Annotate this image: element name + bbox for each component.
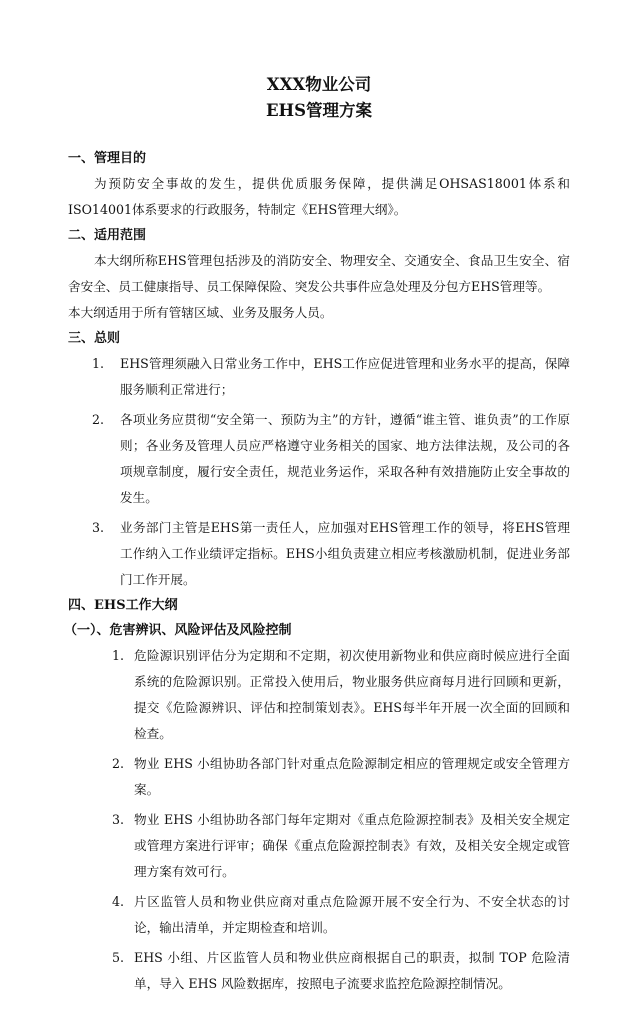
general-principles-list bbox=[68, 351, 570, 593]
list-item bbox=[68, 407, 570, 511]
section-heading: 四、EHS工作大纲 bbox=[68, 598, 178, 613]
section-heading: 一、管理目的 bbox=[68, 151, 147, 166]
list-number: 1. bbox=[112, 648, 125, 663]
list-text: EHS管理须融入日常业务工作中，EHS工作应促进管理和业务水平的提高，保障服务顺利正常进行； bbox=[120, 356, 570, 397]
list-item bbox=[68, 945, 570, 997]
list-number: 5. bbox=[112, 950, 125, 965]
list-text: EHS 小组、片区监管人员和物业供应商根据自己的职责，拟制 TOP 危险清单，导入 EHS 风险数据库，按照电子流要求监控危险源控制情况。 bbox=[134, 950, 570, 991]
list-item bbox=[68, 807, 570, 885]
hazard-control-list bbox=[68, 643, 570, 997]
list-item bbox=[68, 889, 570, 941]
paragraph: 本大纲适用于所有管辖区域、业务及服务人员。 bbox=[68, 305, 333, 320]
list-item bbox=[68, 751, 570, 803]
list-number: 2. bbox=[112, 756, 125, 771]
list-text: 物业 EHS 小组协助各部门每年定期对《重点危险源控制表》及相关安全规定或管理方案进行评审；确保《重点危险源控制表》有效，及相关安全规定或管理方案有效可行。 bbox=[134, 812, 570, 879]
paragraph: 本大纲所称EHS管理包括涉及的消防安全、物理安全、交通安全、食品卫生安全、宿舍安全、员工健康指导、员工保障保险、突发公共事件应急处理及分包方EHS管理等。 bbox=[68, 253, 570, 294]
list-text: 片区监管人员和物业供应商对重点危险源开展不安全行为、不安全状态的讨论，输出清单，并定期检查和培训。 bbox=[134, 894, 570, 935]
list-text: 业务部门主管是EHS第一责任人，应加强对EHS管理工作的领导，将EHS管理工作纳入工作业绩评定指标。EHS小组负责建立相应考核激励机制，促进业务部门工作开展。 bbox=[120, 520, 570, 587]
list-number: 3. bbox=[92, 520, 105, 535]
list-number: 3. bbox=[112, 812, 125, 827]
list-number: 2. bbox=[92, 412, 105, 427]
list-item bbox=[68, 643, 570, 747]
list-text: 各项业务应贯彻“安全第一、预防为主”的方针，遵循“谁主管、谁负责”的工作原则；各业务及管理人员应严格遵守业务相关的国家、地方法律法规，及公司的各项规章制度，履行安全责任，规范业务运作，采取各种有效措施防止安全事故的发生。 bbox=[120, 412, 570, 505]
list-number: 4. bbox=[112, 894, 125, 909]
section-heading: 三、总则 bbox=[68, 331, 121, 346]
list-text: 物业 EHS 小组协助各部门针对重点危险源制定相应的管理规定或安全管理方案。 bbox=[134, 756, 570, 797]
list-text: 危险源识别评估分为定期和不定期，初次使用新物业和供应商时候应进行全面系统的危险源识别。正常投入使用后，物业服务供应商每月进行回顾和更新，提交《危险源辨识、评估和控制策划表》。EHS每半年开展一次全面的回顾和检查。 bbox=[134, 648, 570, 741]
document-subtitle: EHS管理方案 bbox=[265, 101, 373, 120]
section-heading: 二、适用范围 bbox=[68, 228, 147, 243]
list-item bbox=[68, 515, 570, 593]
list-item bbox=[68, 351, 570, 403]
paragraph: 为预防安全事故的发生，提供优质服务保障，提供满足OHSAS18001体系和ISO14001体系要求的行政服务，特制定《EHS管理大纲》。 bbox=[68, 176, 570, 217]
subsection-heading: （一）、危害辨识、风险评估及风险控制 bbox=[64, 623, 292, 638]
list-number: 1. bbox=[92, 356, 105, 371]
document-title: XXX物业公司 bbox=[266, 75, 372, 94]
